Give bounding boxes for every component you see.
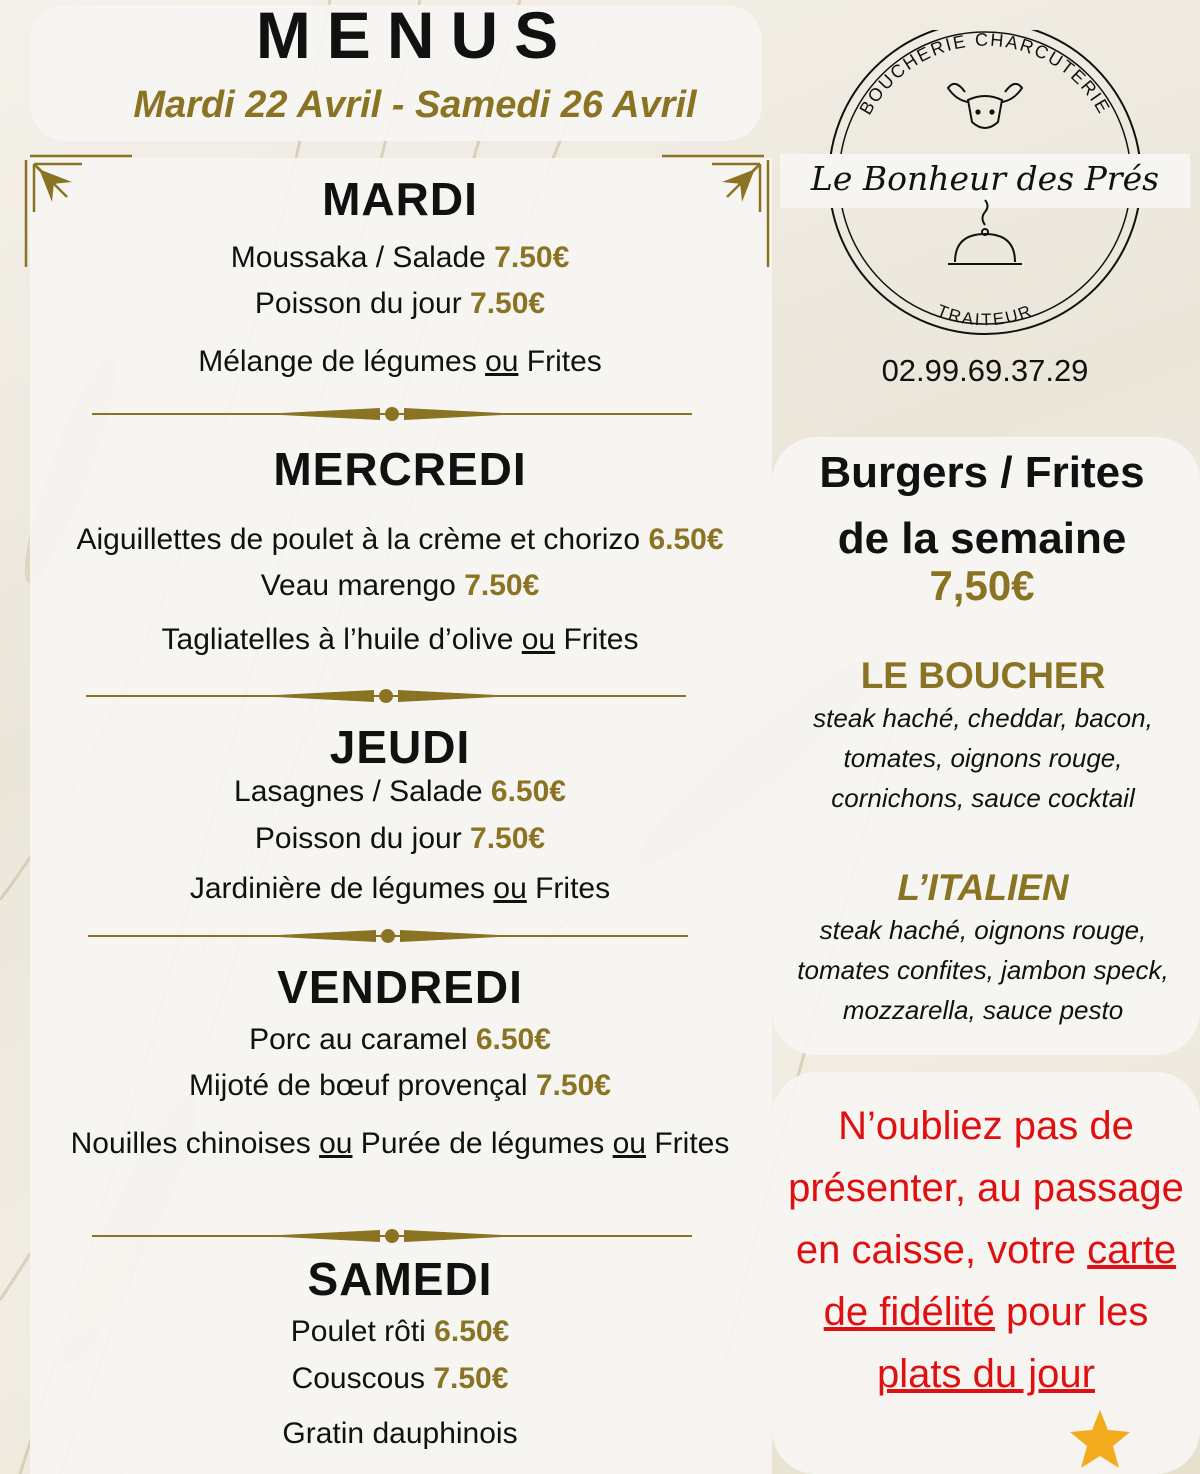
gold-divider — [88, 924, 688, 948]
dish-line: Moussaka / Salade 7.50€ — [230, 241, 570, 274]
loyalty-card-text: carte de fidélité — [823, 1228, 1177, 1334]
burger-price: 7,50€ — [929, 562, 1035, 609]
burger-desc-line: steak haché, oignons rouge, — [819, 915, 1147, 945]
sides-line: Gratin dauphinois — [282, 1417, 518, 1450]
sides-line: Tagliatelles à l’huile d’olive ou Frites — [161, 623, 639, 656]
burger-desc-line: mozzarella, sauce pesto — [842, 995, 1124, 1025]
phone-number: 02.99.69.37.29 — [881, 353, 1089, 388]
page-title: MENUS — [255, 0, 575, 72]
dish-line: Veau marengo 7.50€ — [260, 569, 540, 602]
burger-title — [772, 440, 1192, 572]
sides-line: Mélange de légumes ou Frites — [198, 345, 602, 378]
svg-text:BOUCHERIE CHARCUTERIE — [855, 30, 1114, 118]
loyalty-note: N’oubliez pas de présenter, au passage en caisse, votre carte de fidélité pour les plats du jour — [788, 1104, 1184, 1396]
butcher-logo — [780, 30, 1190, 340]
day-title: JEUDI — [329, 721, 471, 773]
sides-line: Jardinière de légumes ou Frites — [189, 872, 611, 905]
dish-line: Porc au caramel 6.50€ — [249, 1023, 551, 1056]
menu-dates: Mardi 22 Avril - Samedi 26 Avril — [133, 84, 697, 126]
dish-line: Poisson du jour 7.50€ — [254, 822, 546, 855]
burger-name: LE BOUCHER — [860, 655, 1106, 696]
star-icon — [1068, 1408, 1132, 1470]
dish-line: Poisson du jour 7.50€ — [254, 287, 546, 320]
day-section-samedi — [10, 1252, 790, 1452]
logo-top-arc: BOUCHERIE CHARCUTERIE — [855, 30, 1115, 119]
burger-item-le-boucher — [772, 654, 1194, 818]
gold-divider — [92, 1224, 692, 1248]
sides-line: Nouilles chinoises ou Purée de légumes ou Frites — [70, 1127, 730, 1160]
burger-desc-line: tomates confites, jambon speck, — [797, 955, 1169, 985]
dish-line: Couscous 7.50€ — [291, 1362, 509, 1395]
gold-divider — [86, 684, 686, 708]
gold-divider — [92, 402, 692, 426]
daily-dishes-text: plats du jour — [877, 1352, 1095, 1396]
burger-desc-line: cornichons, sauce cocktail — [831, 783, 1135, 813]
bull-head-icon — [948, 84, 1022, 128]
dish-line: Poulet rôti 6.50€ — [290, 1315, 510, 1348]
logo-name: Le Bonheur des Prés — [810, 159, 1160, 198]
svg-text:TRAITEUR — [934, 301, 1035, 329]
dish-line: Mijoté de bœuf provençal 7.50€ — [189, 1069, 611, 1102]
day-section-mardi — [10, 172, 790, 380]
dish-line: Aiguillettes de poulet à la crème et chorizo 6.50€ — [76, 523, 724, 556]
burger-desc-line: tomates, oignons rouge, — [843, 743, 1123, 773]
day-section-mercredi — [10, 442, 790, 658]
day-title: VENDREDI — [277, 961, 523, 1013]
burger-item-litalien — [772, 866, 1194, 1030]
burger-name: L’ITALIEN — [897, 867, 1069, 908]
logo-bottom-arc: TRAITEUR — [934, 300, 1036, 330]
day-title: SAMEDI — [307, 1253, 493, 1305]
burger-desc-line: steak haché, cheddar, bacon, — [813, 703, 1153, 733]
burger-title-line: de la semaine — [837, 514, 1127, 563]
dish-line: Lasagnes / Salade 6.50€ — [234, 775, 566, 808]
day-title: MERCREDI — [273, 443, 527, 495]
burger-title-line: Burgers / Frites — [819, 448, 1145, 497]
cloche-icon — [948, 200, 1022, 264]
day-title: MARDI — [322, 173, 478, 225]
day-section-jeudi — [10, 720, 790, 907]
day-section-vendredi — [10, 960, 790, 1167]
